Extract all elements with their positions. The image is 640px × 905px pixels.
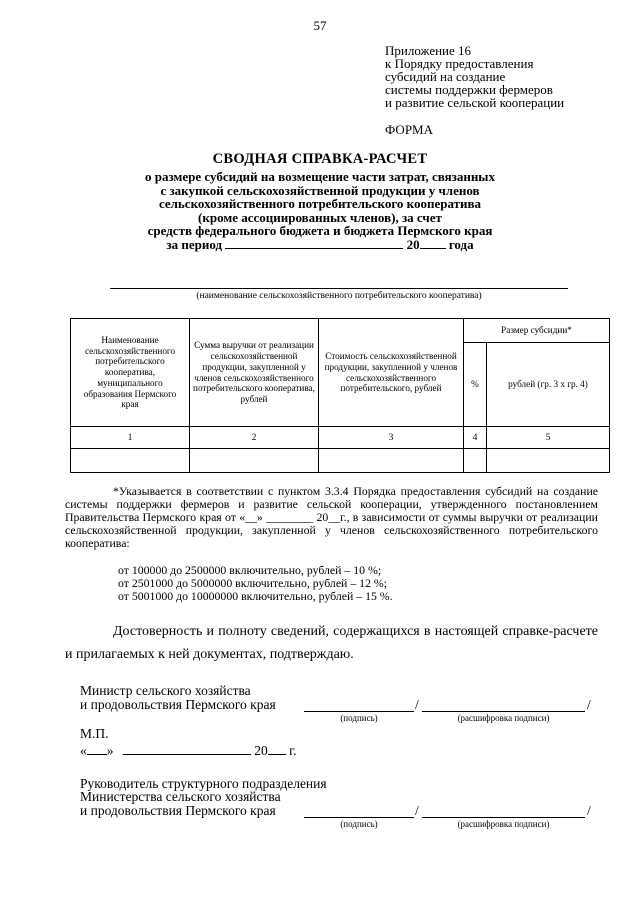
minister-decode-line[interactable] xyxy=(422,711,585,712)
document-subtitle xyxy=(110,170,530,252)
subtitle-line: (кроме ассоциированных членов), за счет xyxy=(198,209,442,225)
appendix-line: Приложение 16 xyxy=(385,43,472,58)
date-suffix: г. xyxy=(289,743,297,758)
form-label: ФОРМА xyxy=(385,122,433,137)
header-rubles: рублей (гр. 3 х гр. 4) xyxy=(487,343,610,427)
head-signature-line[interactable] xyxy=(304,817,414,818)
appendix-block xyxy=(385,44,564,109)
slash: / xyxy=(587,803,591,818)
head-decode-line[interactable] xyxy=(422,817,585,818)
appendix-line: к Порядку предоставления xyxy=(385,56,534,71)
column-number: 2 xyxy=(190,427,319,449)
date-year: 20 xyxy=(254,743,268,758)
stamp-label: М.П. xyxy=(80,726,109,741)
sign-caption: (подпись) xyxy=(340,713,378,723)
day-blank[interactable] xyxy=(87,754,107,755)
subtitle-line: средств федерального бюджета и бюджета Пермского края xyxy=(147,223,493,239)
period-blank[interactable] xyxy=(225,248,403,249)
slash: / xyxy=(587,697,591,712)
appendix-line: и развитие сельской кооперации xyxy=(385,95,565,110)
document-title: СВОДНАЯ СПРАВКА-РАСЧЕТ xyxy=(212,151,428,167)
slash: / xyxy=(415,803,419,818)
footnote-text: *Указывается в соответствии с пунктом 3.3.4 Порядка предоставления субсидий на создание системы поддержки фермеров и развитие сельской кооперации, утвержденного постановлением Правительства Пермского края от «__» ________ 20__г., в зависимости от суммы выручки от реализации сельскохозяйственной продукции, закупленной у членов сельскохозяйственного потребительского кооператива: xyxy=(65,484,598,550)
minister-title-line: и продовольствия Пермского края xyxy=(80,697,276,712)
header-revenue: Сумма выручки от реализации сельскохозяйственной продукции, закупленной у членов сельскохозяйственного потребительского кооператива, рублей xyxy=(190,319,319,427)
period-line xyxy=(110,238,530,252)
column-number: 4 xyxy=(464,427,487,449)
org-name-caption: (наименование сельскохозяйственного потребительского кооператива) xyxy=(196,291,482,301)
data-cell[interactable] xyxy=(319,449,464,473)
header-cooperative: Наименование сельскохозяйственного потребительского кооператива, муниципального образования Пермского края xyxy=(71,319,190,427)
minister-signature-line[interactable] xyxy=(304,711,414,712)
period-suffix: года xyxy=(448,236,474,252)
org-name-line[interactable] xyxy=(110,288,568,289)
data-cell[interactable] xyxy=(487,449,610,473)
decode-caption: (расшифровка подписи) xyxy=(457,713,550,723)
page-number: 57 xyxy=(313,18,327,33)
column-number: 5 xyxy=(487,427,610,449)
subtitle-line: о размере субсидий на возмещение части затрат, связанных xyxy=(145,169,495,184)
data-cell[interactable] xyxy=(190,449,319,473)
year-blank[interactable] xyxy=(420,248,446,249)
date-year-blank[interactable] xyxy=(268,754,286,755)
minister-title-line: Министр сельского хозяйства xyxy=(80,683,251,698)
date-open-quote: « xyxy=(80,743,87,758)
subsidy-table xyxy=(70,318,610,473)
data-cell[interactable] xyxy=(71,449,190,473)
header-subsidy: Размер субсидии* xyxy=(464,319,610,343)
appendix-line: системы поддержки фермеров xyxy=(385,82,553,97)
rate-line: от 100000 до 2500000 включительно, рублей – 10 %; xyxy=(118,563,382,577)
period-prefix: за период xyxy=(166,236,223,252)
data-cell[interactable] xyxy=(464,449,487,473)
sign-caption: (подпись) xyxy=(340,819,378,829)
slash: / xyxy=(415,697,419,712)
decode-caption: (расшифровка подписи) xyxy=(457,819,550,829)
rate-line: от 2501000 до 5000000 включительно, рублей – 12 %; xyxy=(118,576,388,590)
date-line xyxy=(80,744,297,757)
subtitle-line: с закупкой сельскохозяйственной продукции у членов xyxy=(160,182,480,198)
head-title-line: Министерства сельского хозяйства xyxy=(80,789,281,804)
header-percent: % xyxy=(464,343,487,427)
confirmation-text: Достоверность и полноту сведений, содержащихся в настоящей справке-расчете и прилагаемых к ней документах, подтверждаю. xyxy=(65,624,598,662)
appendix-line: субсидий на создание xyxy=(385,69,506,84)
subtitle-line: сельскохозяйственного потребительского кооператива xyxy=(158,196,482,212)
rate-line: от 5001000 до 10000000 включительно, рублей – 15 %. xyxy=(118,589,393,603)
header-cost: Стоимость сельскохозяйственной продукции, закупленной у членов сельскохозяйственного потребительского, рублей xyxy=(319,319,464,427)
date-close-quote: » xyxy=(106,743,114,758)
month-blank[interactable] xyxy=(123,754,251,755)
head-title-line: и продовольствия Пермского края xyxy=(80,803,276,818)
period-year: 20 xyxy=(406,236,420,252)
head-title-line: Руководитель структурного подразделения xyxy=(80,776,327,791)
column-number: 1 xyxy=(71,427,190,449)
column-number: 3 xyxy=(319,427,464,449)
